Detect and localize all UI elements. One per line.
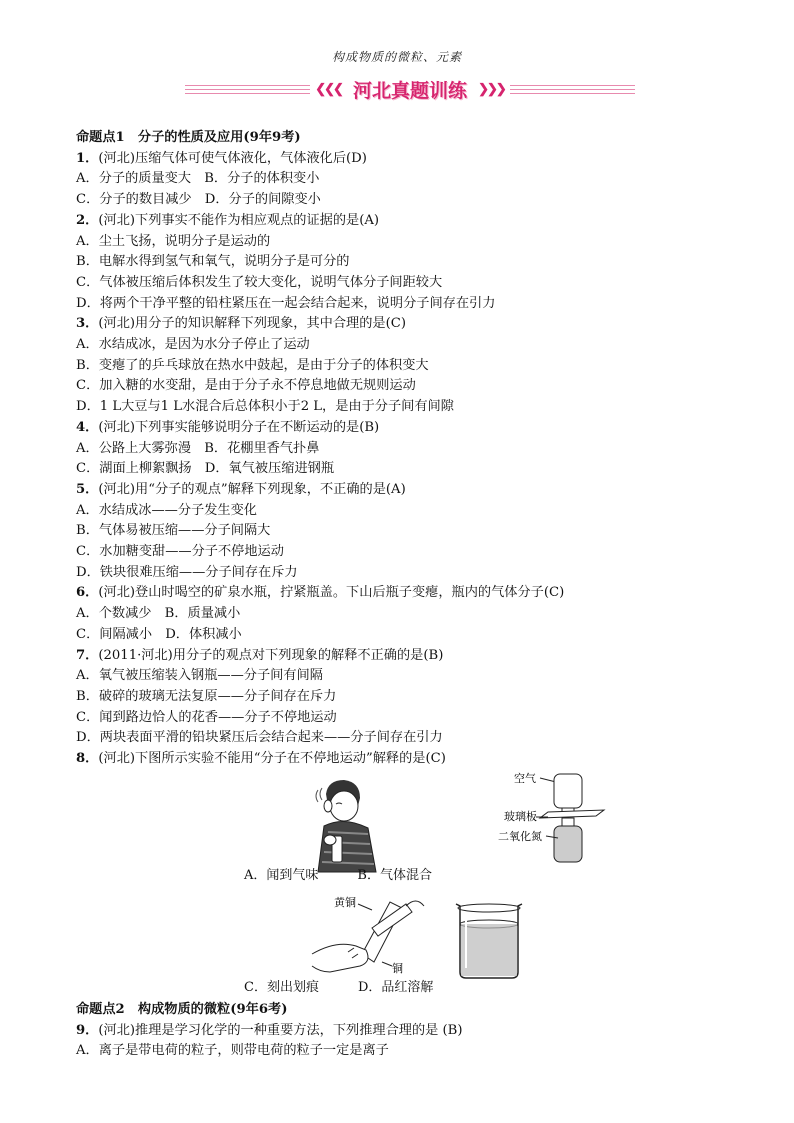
question-stem: (河北)推理是学习化学的一种重要方法，下列推理合理的是 (B) [98, 1022, 463, 1038]
option-line: A．离子是带电荷的粒子，则带电荷的粒子一定是离子 [76, 1043, 389, 1059]
option-line: B．破碎的玻璃无法复原——分子间存在斥力 [76, 688, 337, 704]
option-line: D．两块表面平滑的铅块紧压后会结合起来——分子间存在引力 [76, 730, 443, 746]
question-5 [76, 480, 716, 584]
question-number: 9． [76, 1022, 99, 1038]
question-stem: (河北)压缩气体可使气体液化，气体液化后(D) [98, 150, 367, 166]
scratch-illustration [312, 895, 424, 975]
question-number: 2． [76, 212, 99, 228]
label-glass-plate: 玻璃板 [504, 809, 537, 823]
question-9 [76, 1021, 716, 1062]
beaker-illustration [456, 904, 522, 978]
question-6 [76, 583, 716, 645]
option-line: B．变瘪了的乒乓球放在热水中鼓起，是由于分子的体积变大 [76, 357, 429, 373]
label-brass: 黄铜 [334, 895, 356, 909]
option-line: D．铁块很难压缩——分子间存在斥力 [76, 564, 298, 580]
figure-caption-cd: C．刻出划痕 D．品红溶解 [244, 979, 434, 995]
option-line: C．分子的数目减少 D．分子的间隙变小 [76, 192, 321, 208]
gas-mixing-bottles [498, 771, 604, 862]
option-line: C．闻到路边恰人的花香——分子不停地运动 [76, 709, 337, 725]
document-body [76, 128, 716, 1062]
option-line: A．尘土飞扬，说明分子是运动的 [76, 233, 271, 249]
question-stem: (河北)用分子的知识解释下列现象，其中合理的是(C) [98, 316, 406, 332]
option-line: C．气体被压缩后体积发生了较大变化，说明气体分子间距较大 [76, 274, 443, 290]
option-line: B．电解水得到氢气和氧气，说明分子是可分的 [76, 254, 350, 270]
figure-row-ab [76, 770, 716, 892]
figure-row-cd [76, 892, 716, 1000]
question-number: 6． [76, 585, 99, 601]
figure-caption-ab: A．闻到气味 B．气体混合 [244, 867, 432, 883]
option-line: A．分子的质量变大 B．分子的体积变小 [76, 171, 320, 187]
option-line: A．个数减少 B．质量减小 [76, 606, 241, 622]
option-line: C．间隔减小 D．体积减小 [76, 626, 242, 642]
option-line: A．公路上大雾弥漫 B．花棚里香气扑鼻 [76, 440, 320, 456]
option-line: A．水结成冰，是因为水分子停止了运动 [76, 337, 310, 353]
question-stem: (河北)下图所示实验不能用“分子在不停地运动”解释的是(C) [98, 751, 446, 767]
question-number: 7． [76, 647, 99, 663]
question-stem: (2011·河北)用分子的观点对下列现象的解释不正确的是(B) [98, 647, 444, 663]
boy-smelling-illustration [316, 780, 376, 872]
question-3 [76, 314, 716, 418]
option-line: D．1 L大豆与1 L水混合后总体积小于2 L，是由于分子间有间隙 [76, 399, 454, 415]
question-2 [76, 211, 716, 315]
question-stem: (河北)用“分子的观点”解释下列现象，不正确的是(A) [98, 481, 406, 497]
label-no2: 二氧化氮 [498, 829, 542, 843]
option-line: C．加入糖的水变甜，是由于分子永不停息地做无规则运动 [76, 378, 416, 394]
option-line: A．氧气被压缩装入钢瓶——分子间有间隔 [76, 668, 323, 684]
question-number: 1． [76, 150, 99, 166]
label-copper: 铜 [392, 961, 403, 975]
question-7 [76, 646, 716, 750]
chevron-right-icon: ❯❯❯ [478, 82, 505, 97]
question-stem: (河北)下列事实不能作为相应观点的证据的是(A) [98, 212, 380, 228]
question-number: 4． [76, 419, 99, 435]
question-number: 5． [76, 481, 99, 497]
option-line: D．将两个干净平整的铅柱紧压在一起会结合起来，说明分子间存在引力 [76, 295, 496, 311]
banner-title: 河北真题训练 [352, 80, 467, 102]
option-line: A．水结成冰——分子发生变化 [76, 502, 257, 518]
option-line: C．水加糖变甜——分子不停地运动 [76, 544, 284, 560]
question-8 [76, 749, 716, 770]
option-line: C．湖面上柳絮飘扬 D．氧气被压缩进钢瓶 [76, 461, 335, 477]
chevron-left-icon: ❮❮❮ [315, 82, 342, 97]
option-line: B．气体易被压缩——分子间隔大 [76, 523, 271, 539]
label-air: 空气 [514, 771, 536, 785]
question-number: 8． [76, 751, 99, 767]
question-stem: (河北)下列事实能够说明分子在不断运动的是(B) [98, 419, 380, 435]
section-2-title: 命题点2 构成物质的微粒(9年6考) [76, 1001, 288, 1017]
question-1 [76, 149, 716, 211]
question-stem: (河北)登山时喝空的矿泉水瓶，拧紧瓶盖。下山后瓶子变瘪，瓶内的气体分子(C) [98, 585, 565, 601]
question-number: 3． [76, 316, 99, 332]
section-1-title: 命题点1 分子的性质及应用(9年9考) [76, 130, 301, 145]
page-header-title: 构成物质的微粒、元素 [331, 50, 462, 64]
section-banner [185, 76, 635, 104]
question-4 [76, 418, 716, 480]
